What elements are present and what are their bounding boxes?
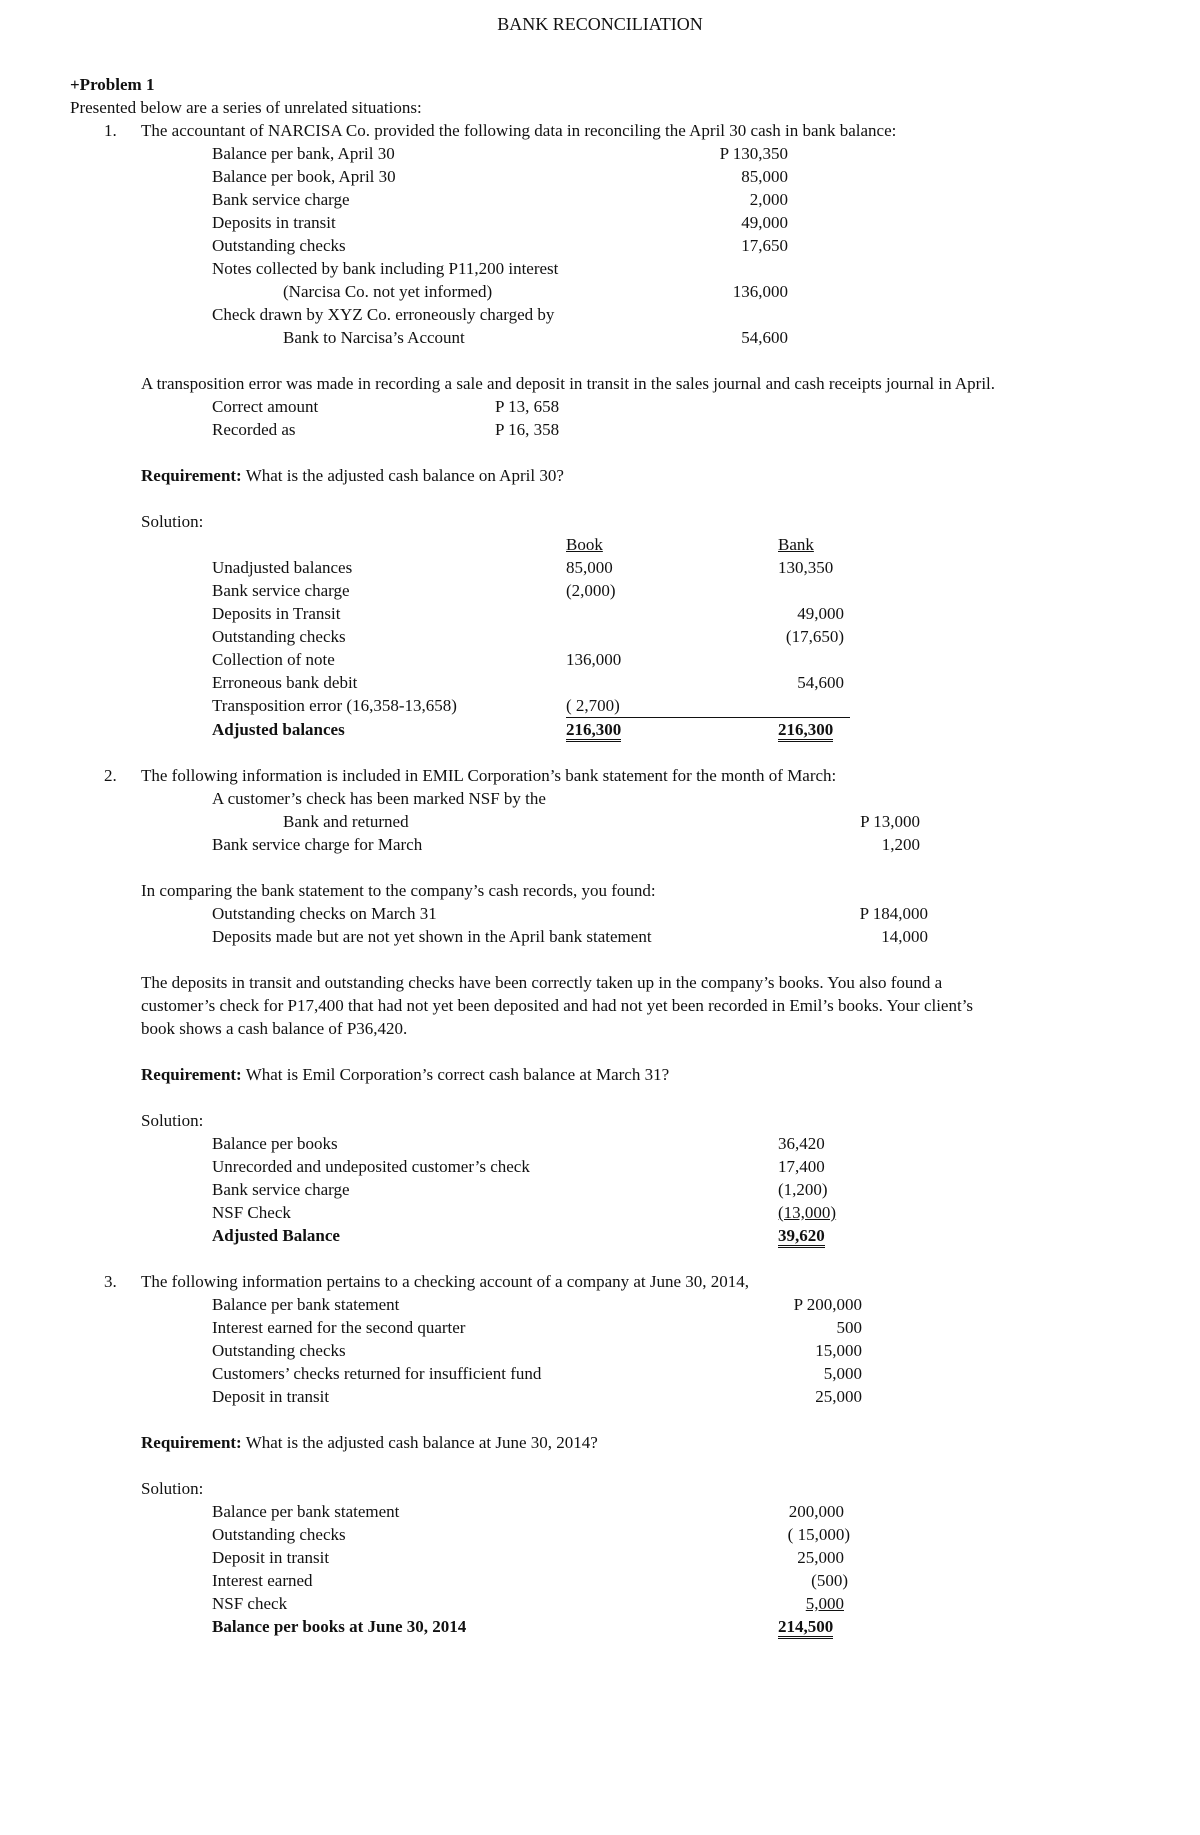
service-charge-value: 1,200: [881, 835, 920, 854]
solution-label: Solution:: [141, 1111, 204, 1130]
row-label: NSF check: [212, 1594, 288, 1613]
situation-text: The following information pertains to a checking account of a company at June 30, 2014,: [141, 1272, 750, 1291]
row-label: Deposit in transit: [212, 1548, 330, 1567]
compare-text: In comparing the bank statement to the company’s cash records, you found:: [141, 881, 656, 900]
final-balance-total: 214,500: [778, 1617, 833, 1639]
adjusted-balance-total: 39,620: [778, 1226, 825, 1248]
check-label-line2: Bank to Narcisa’s Account: [283, 328, 465, 347]
data-value: 85,000: [741, 167, 788, 186]
data-label: Bank service charge: [212, 190, 350, 209]
row-label: Transposition error (16,358-13,658): [212, 696, 457, 715]
row-label: Collection of note: [212, 650, 335, 669]
row-book-value: 85,000: [566, 558, 613, 577]
notes-label-line1: Notes collected by bank including P11,200 interest: [212, 259, 559, 278]
data-label: Balance per bank, April 30: [212, 144, 395, 163]
row-bank-value: 54,600: [797, 673, 844, 692]
row-label: NSF Check: [212, 1203, 291, 1222]
correct-amount-label: Correct amount: [212, 397, 319, 416]
nsf-value: P 13,000: [860, 812, 920, 831]
requirement-label: Requirement:: [141, 1433, 242, 1452]
row-label: Erroneous bank debit: [212, 673, 358, 692]
column-header-bank: Bank: [778, 535, 814, 554]
outstanding-checks-label: Outstanding checks on March 31: [212, 904, 437, 923]
recorded-as-label: Recorded as: [212, 420, 296, 439]
data-value: 17,650: [741, 236, 788, 255]
situation-number: 3.: [104, 1272, 117, 1291]
row-value: (500): [811, 1571, 848, 1590]
situation-text: The following information is included in EMIL Corporation’s bank statement for the month of March:: [141, 766, 837, 785]
data-value: 500: [836, 1318, 862, 1337]
requirement: [141, 466, 564, 486]
row-label: Balance per books: [212, 1134, 338, 1153]
outstanding-checks-value: P 184,000: [859, 904, 928, 923]
deposits-label: Deposits made but are not yet shown in the April bank statement: [212, 927, 652, 946]
solution-label: Solution:: [141, 1479, 204, 1498]
data-label: Balance per bank statement: [212, 1295, 400, 1314]
requirement-text: What is the adjusted cash balance on April 30?: [245, 466, 564, 485]
row-value: 25,000: [797, 1548, 844, 1567]
data-label: Balance per book, April 30: [212, 167, 396, 186]
nsf-label-line1: A customer’s check has been marked NSF by the: [212, 789, 546, 808]
nsf-label-line2: Bank and returned: [283, 812, 409, 831]
paragraph-line: customer’s check for P17,400 that had not yet been deposited and had not yet been recorded in Emil’s books. Your client’s: [141, 996, 974, 1015]
requirement-text: What is Emil Corporation’s correct cash balance at March 31?: [245, 1065, 670, 1084]
intro-text: Presented below are a series of unrelated situations:: [70, 98, 422, 117]
problem-heading: +Problem 1: [70, 75, 155, 94]
adjusted-bank-total: 216,300: [778, 720, 833, 742]
column-header-book: Book: [566, 535, 603, 554]
data-value: 25,000: [815, 1387, 862, 1406]
page-title: BANK RECONCILIATION: [497, 14, 703, 34]
data-label: Interest earned for the second quarter: [212, 1318, 466, 1337]
situation-number: 2.: [104, 766, 117, 785]
deposits-value: 14,000: [881, 927, 928, 946]
paragraph-line: The deposits in transit and outstanding checks have been correctly taken up in the company’s books. You also found a: [141, 973, 943, 992]
adjusted-book-total: 216,300: [566, 720, 621, 742]
data-value: P 130,350: [719, 144, 788, 163]
requirement: [141, 1433, 598, 1453]
row-label: Bank service charge: [212, 581, 350, 600]
check-label-line1: Check drawn by XYZ Co. erroneously charged by: [212, 305, 555, 324]
row-value: ( 15,000): [787, 1525, 850, 1544]
row-value: (13,000): [778, 1203, 837, 1222]
row-label: Outstanding checks: [212, 1525, 346, 1544]
data-value: P 200,000: [793, 1295, 862, 1314]
row-value: 5,000: [805, 1594, 844, 1613]
data-value: 2,000: [749, 190, 788, 209]
row-bank-value: (17,650): [785, 627, 844, 646]
data-value: 49,000: [741, 213, 788, 232]
adjusted-balance-label: Adjusted Balance: [212, 1226, 340, 1245]
situation-number: 1.: [104, 121, 117, 140]
requirement: [141, 1065, 669, 1085]
row-book-value: ( 2,700): [566, 696, 620, 715]
row-book-value: 136,000: [566, 650, 622, 669]
notes-value: 136,000: [732, 282, 788, 301]
row-label: Bank service charge: [212, 1180, 350, 1199]
data-label: Outstanding checks: [212, 236, 346, 255]
transposition-text: A transposition error was made in recording a sale and deposit in transit in the sales journal and cash receipts journal in April.: [141, 374, 996, 393]
data-value: 5,000: [823, 1364, 862, 1383]
final-balance-label: Balance per books at June 30, 2014: [212, 1617, 467, 1636]
correct-amount-value: P 13, 658: [495, 397, 560, 416]
row-bank-value: 130,350: [778, 558, 834, 577]
check-value: 54,600: [741, 328, 788, 347]
notes-label-line2: (Narcisa Co. not yet informed): [283, 282, 493, 301]
row-label: Interest earned: [212, 1571, 313, 1590]
solution-label: Solution:: [141, 512, 204, 531]
row-label: Unadjusted balances: [212, 558, 353, 577]
row-value: 36,420: [778, 1134, 825, 1153]
row-label: Unrecorded and undeposited customer’s check: [212, 1157, 530, 1176]
requirement-label: Requirement:: [141, 466, 242, 485]
row-label: Outstanding checks: [212, 627, 346, 646]
row-bank-value: 49,000: [797, 604, 844, 623]
row-book-value: (2,000): [566, 581, 616, 600]
requirement-label: Requirement:: [141, 1065, 242, 1084]
situation-text: The accountant of NARCISA Co. provided the following data in reconciling the April 30 cash in bank balance:: [141, 121, 897, 140]
total-rule: [566, 717, 850, 718]
row-label: Deposits in Transit: [212, 604, 341, 623]
row-value: 17,400: [778, 1157, 825, 1176]
row-value: 200,000: [788, 1502, 844, 1521]
data-label: Outstanding checks: [212, 1341, 346, 1360]
data-label: Deposit in transit: [212, 1387, 330, 1406]
row-label: Balance per bank statement: [212, 1502, 400, 1521]
service-charge-label: Bank service charge for March: [212, 835, 423, 854]
requirement-text: What is the adjusted cash balance at June 30, 2014?: [245, 1433, 598, 1452]
row-value: (1,200): [778, 1180, 828, 1199]
data-value: 15,000: [815, 1341, 862, 1360]
data-label: Deposits in transit: [212, 213, 336, 232]
paragraph-line: book shows a cash balance of P36,420.: [141, 1019, 408, 1038]
recorded-as-value: P 16, 358: [495, 420, 560, 439]
data-label: Customers’ checks returned for insufficient fund: [212, 1364, 542, 1383]
adjusted-balances-label: Adjusted balances: [212, 720, 345, 739]
